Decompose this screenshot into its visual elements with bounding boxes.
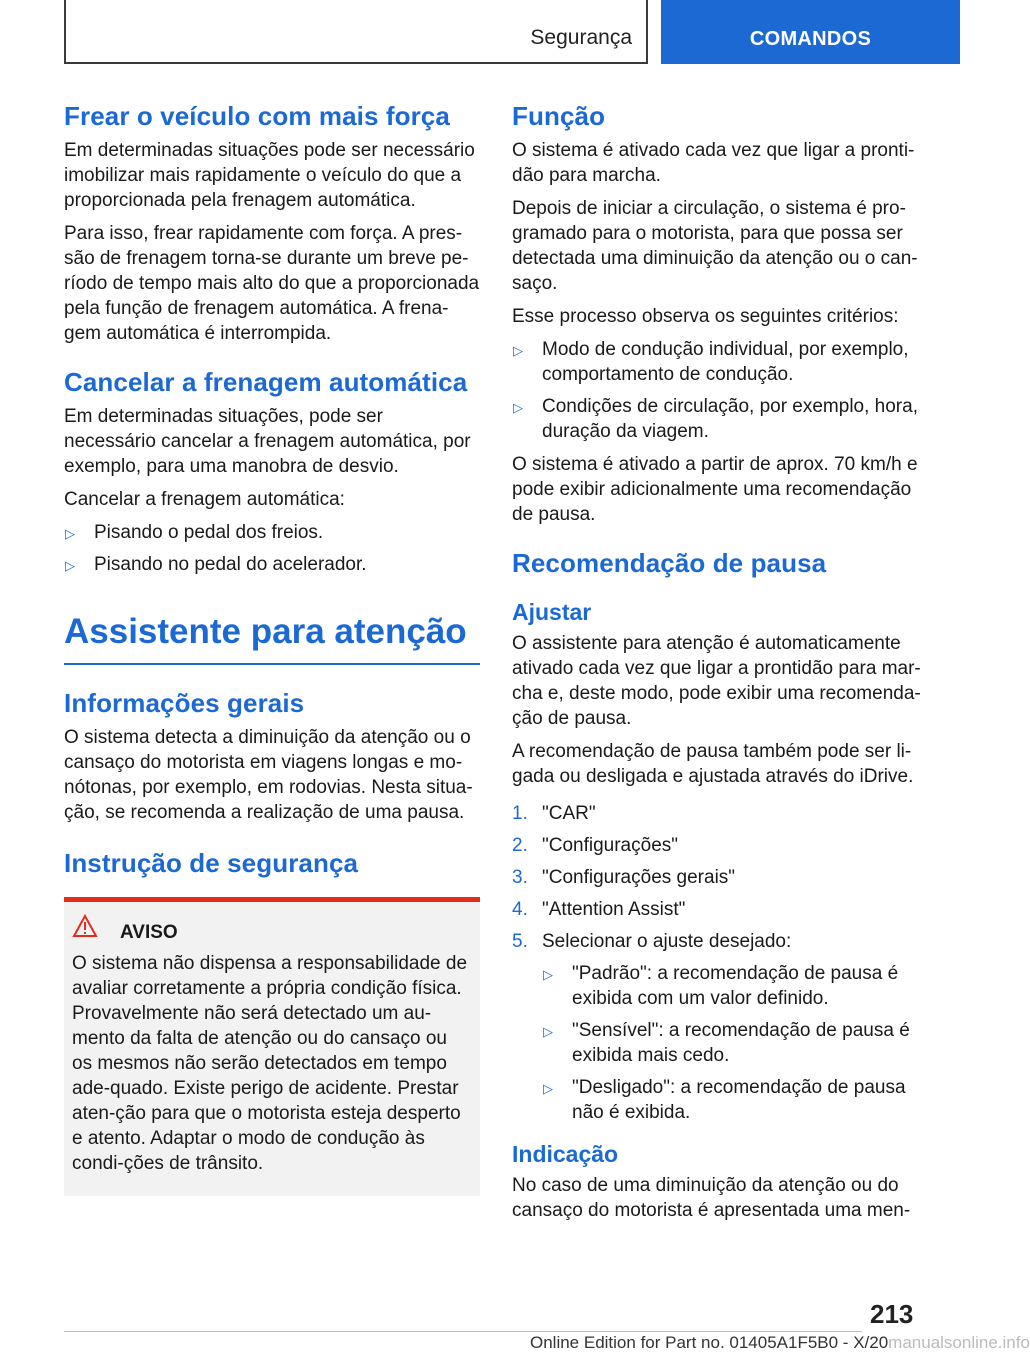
heading-safety-note: Instrução de segurança: [64, 848, 359, 878]
cancel-list: [64, 520, 480, 577]
list-item: 5. Selecionar o ajuste desejado: ▷ "Padrão": a recomendação de pausa é exibida com um valor definido. ▷ "Sensível": a recomendação de pausa é exibida mais cedo. ▷ "Desligado": a recomendação de pausa não é exibida.: [512, 929, 922, 1125]
header-section-title: Segurança: [530, 26, 632, 49]
footer-divider: [64, 1331, 862, 1332]
triangle-bullet-icon: ▷: [65, 558, 75, 573]
page-number: 213: [870, 1299, 914, 1329]
paragraph: O assistente para atenção é automaticamente ativado cada vez que ligar a prontidão para mar-cha e, deste modo, pode exibir uma recomenda-ção de pausa.: [512, 633, 921, 729]
heading-attention-assistant: Assistente para atenção: [64, 609, 480, 665]
criteria-list: [512, 337, 922, 444]
paragraph: Depois de iniciar a circulação, o sistema é pro-gramado para o motorista, para que possa ser detectada uma diminuição da atenção ou o can-saço.: [512, 198, 918, 294]
triangle-bullet-icon: ▷: [513, 343, 523, 358]
footer-edition: [530, 1333, 1030, 1353]
triangle-bullet-icon: ▷: [513, 400, 523, 415]
list-item: ▷ "Desligado": a recomendação de pausa não é exibida.: [543, 1077, 906, 1123]
list-item: ▷ "Padrão": a recomendação de pausa é exibida com um valor definido.: [543, 963, 899, 1009]
paragraph: Cancelar a frenagem automática:: [64, 489, 345, 510]
paragraph: A recomendação de pausa também pode ser li-gada ou desligada e ajustada através do iDrive.: [512, 741, 914, 787]
list-item: ▷ Pisando o pedal dos freios.: [64, 520, 480, 545]
list-item: ▷ "Sensível": a recomendação de pausa é exibida mais cedo.: [543, 1020, 910, 1066]
triangle-bullet-icon: ▷: [543, 1024, 553, 1039]
list-item: ▷ Modo de condução individual, por exemplo, comportamento de condução.: [513, 339, 909, 385]
options-list: [542, 961, 922, 1125]
warning-text: O sistema não dispensa a responsabilidade de avaliar corretamente a própria condição física. Provavelmente não será detectado um au-mento da falta de atenção ou do cansaço ou os mesmos não serão detectados em tempo ade-quado. Existe perigo de acidente. Prestar aten-ção para que o motorista esteja desperto e atento. Adaptar o modo de condução às condi-ções de trânsito.: [72, 953, 468, 1174]
heading-indication: Indicação: [512, 1141, 619, 1167]
list-item: 1. "CAR": [512, 803, 596, 824]
steps-list: [512, 801, 922, 1125]
heading-function: Função: [512, 101, 606, 131]
paragraph: O sistema é ativado a partir de aprox. 70 km/h e pode exibir adicionalmente uma recomendação de pausa.: [512, 454, 918, 525]
list-item: 4. "Attention Assist": [512, 899, 686, 920]
heading-general-info: Informações gerais: [64, 688, 305, 718]
heading-adjust: Ajustar: [512, 599, 592, 625]
header-chapter-tab: [661, 0, 960, 64]
watermark-text: manualsonline.info: [888, 1333, 1030, 1352]
warning-box: [64, 897, 480, 1196]
edition-text: Online Edition for Part no. 01405A1F5B0 - X/20: [530, 1333, 889, 1352]
list-item: 3. "Configurações gerais": [512, 867, 736, 888]
heading-break-recommendation: Recomendação de pausa: [512, 548, 827, 578]
paragraph: Em determinadas situações pode ser necessário imobilizar mais rapidamente o veículo do que a proporcionada pela frenagem automática.: [64, 140, 475, 211]
warning-triangle-icon: [72, 914, 98, 938]
heading-brake-force: Frear o veículo com mais força: [64, 101, 450, 131]
warning-title: AVISO: [72, 920, 472, 945]
paragraph: O sistema detecta a diminuição da atenção ou o cansaço do motorista em viagens longas e mo-nótonas, por exemplo, em rodovias. Nesta situa-ção, se recomenda a realização de uma pausa.: [64, 727, 473, 823]
paragraph: Em determinadas situações, pode ser necessário cancelar a frenagem automática, por exemplo, para uma manobra de desvio.: [64, 406, 471, 477]
left-column: [64, 100, 480, 1196]
list-item: 2. "Configurações": [512, 835, 679, 856]
paragraph: Para isso, frear rapidamente com força. A pres-são de frenagem torna-se durante um breve pe-ríodo de tempo mais alto do que a proporcionada pela função de frenagem automática. A frena-gem automática é interrompida.: [64, 223, 480, 344]
header-chapter-title: COMANDOS: [749, 28, 872, 50]
triangle-bullet-icon: ▷: [543, 1081, 553, 1096]
triangle-bullet-icon: ▷: [543, 967, 553, 982]
list-item: ▷ Pisando no pedal do acelerador.: [64, 552, 480, 577]
paragraph: O sistema é ativado cada vez que ligar a pronti-dão para marcha.: [512, 140, 915, 186]
paragraph: No caso de uma diminuição da atenção ou do cansaço do motorista é apresentada uma men-: [512, 1175, 911, 1221]
heading-cancel-braking: Cancelar a frenagem automática: [64, 367, 468, 397]
header-section-box: [64, 0, 648, 64]
list-item: ▷ Condições de circulação, por exemplo, hora, duração da viagem.: [513, 396, 918, 442]
triangle-bullet-icon: ▷: [65, 526, 75, 541]
paragraph: Esse processo observa os seguintes critérios:: [512, 306, 899, 327]
right-column: [512, 100, 922, 1231]
